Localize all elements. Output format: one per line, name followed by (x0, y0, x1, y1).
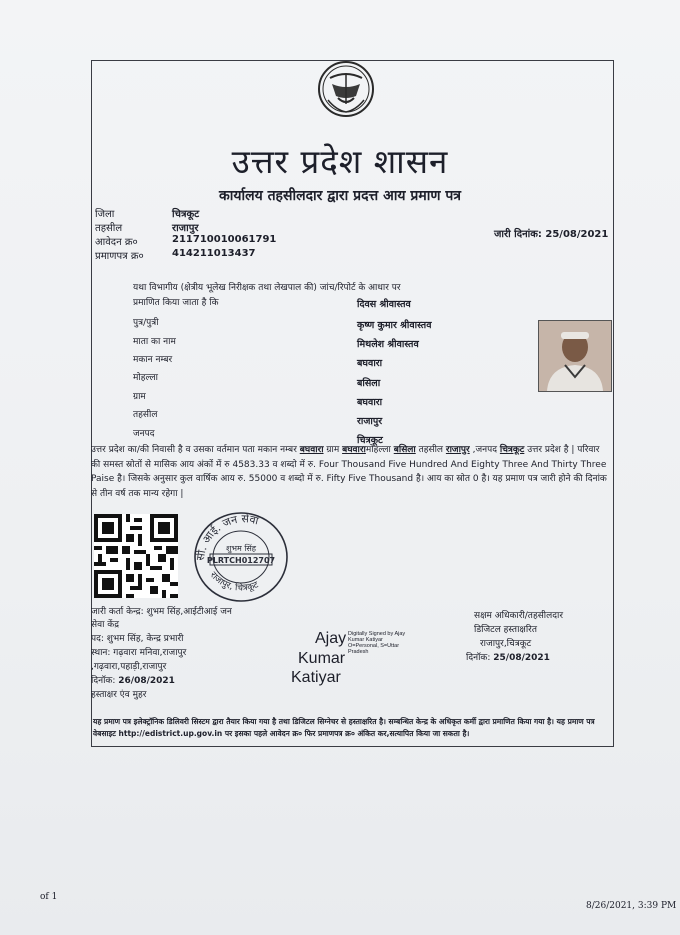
issuer-centre: जारी कर्ता केन्द्र: शुभम सिंह,आईटीआई जन (91, 607, 232, 617)
body-tehsil: राजापुर (445, 445, 470, 455)
field-value-mohalla: बसिला (357, 378, 381, 389)
issuer-date-value: 26/08/2021 (118, 676, 175, 686)
issue-date-value: 25/08/2021 (545, 229, 609, 240)
intro-line-1: यथा विभागीय (क्षेत्रीय भूलेख निरीक्षक तथा लेखपाल की) जांच/रिपोर्ट के आधार पर (133, 283, 401, 293)
body-text-1: उत्तर प्रदेश का/की निवासी है व उसका वर्तमान पता मकान नम्बर (91, 445, 300, 455)
signature-name-2: Kumar (298, 650, 346, 667)
signature-details (348, 631, 405, 655)
sign-and-seal-label: हस्ताक्षर एंव मुहर (91, 690, 147, 700)
certificate-label: प्रमाणपत्र क्र० (95, 251, 144, 262)
signature-detail-4: Pradesh (348, 649, 369, 655)
field-label-house: मकान नम्बर (133, 355, 173, 365)
field-value-village: बघवारा (357, 397, 383, 408)
body-mohalla: बसिला (393, 445, 416, 455)
field-label-village: ग्राम (133, 392, 146, 402)
signature-detail-3: O=Personal, S=Uttar (348, 643, 400, 649)
issuer-post: पद: शुभम सिंह, केन्द्र प्रभारी (91, 634, 184, 644)
officer-date (466, 650, 550, 663)
district-label: जिला (95, 209, 115, 220)
page-count: of 1 (40, 892, 58, 902)
field-value-mother: मिथलेश श्रीवास्तव (357, 339, 419, 350)
officer-place: राजापुर,चित्रकूट (480, 639, 532, 649)
person-photo-icon (539, 321, 611, 391)
issuer-date (91, 673, 175, 686)
field-label-mohalla: मोहल्ला (133, 373, 158, 383)
field-value-parent: कृष्ण कुमार श्रीवास्तव (357, 320, 432, 331)
officer-date-value: 25/08/2021 (493, 653, 550, 663)
signature-name-1: Ajay (315, 630, 347, 647)
body-text-3: मोहल्ला (365, 445, 394, 455)
official-seal (186, 505, 296, 605)
digitally-signed-label: डिजिटल हस्ताक्षरित (474, 625, 537, 635)
body-house: बघवारा (299, 445, 324, 455)
body-village: बघवारा (342, 445, 366, 455)
field-value-district: चित्रकूट (357, 435, 383, 446)
district-value: चित्रकूट (172, 209, 200, 220)
body-text-6: उत्तर प्रदेश है | परिवार की समस्त स्रोतों से मासिक आय अंकों में रु 4583.33 व शब्दो में रु. Four Thousand Five Hundred And Eighty Three And Thirty Three Paise है। जिसके अनुसार कुल वार्षिक आय रु. 55000 व शब्दो में रु. Fifty Five Thousand है। आय का स्रोत 0 है। यह प्रमाण पत्र जारी होने की दिनांक से तीन वर्ष तक मान्य रहेगा | (91, 445, 607, 499)
document-subtitle: कार्यालय तहसीलदार द्वारा प्रदत्त आय प्रमाण पत्र (218, 188, 462, 204)
field-label-district: जनपद (133, 429, 155, 439)
tehsil-label: तहसील (95, 223, 123, 234)
body-text-4: तहसील (415, 445, 446, 455)
issuer-place-2: ,गढ़वारा,पहाड़ी,राजापुर (91, 662, 167, 672)
body-text-2: ग्राम (323, 445, 343, 455)
print-timestamp: 8/26/2021, 3:39 PM (586, 901, 677, 911)
qr-code (94, 514, 178, 598)
field-value-tehsil: राजापुर (357, 416, 383, 427)
verification-note: यह प्रमाण पत्र इलेक्ट्रॉनिक डिलिवरी सिस्टम द्वारा तैयार किया गया है तथा डिजिटल सिग्नेचर से हस्ताक्षरित है। सम्बन्धित केन्द्र के अधिकृत कर्मी द्वारा प्रमाणित किया गया है। यह प्रमाण पत्र वेबसाइट http://edistrict.up.gov.in पर इसका पहले आवेदन क्र० फिर प्रमाणपत्र क्र० अंकित कर,सत्यापित किया जा सकता है। (93, 717, 595, 738)
certificate-body (91, 443, 611, 501)
issue-date-label: जारी दिनांक: (494, 229, 542, 240)
issuer-place: स्थान: गढ़वारा मनिवा,राजापुर (91, 648, 187, 658)
signature-name-3: Katiyar (291, 669, 341, 686)
body-text-5: ,जनपद (469, 445, 500, 455)
certificate-value: 414211013437 (172, 248, 256, 259)
document-title: उत्तर प्रदेश शासन (231, 142, 449, 181)
field-value-name: दिवस श्रीवास्तव (357, 299, 411, 310)
officer-title: सक्षम अधिकारी/तहसीलदार (474, 611, 564, 621)
seal-id: PLRTCH012707 (206, 556, 276, 565)
signature-detail-2: Kumar Katiyar (348, 637, 383, 643)
officer-date-label: दिनॉक: (466, 653, 491, 663)
signature-detail-1: Digitally Signed by Ajay (348, 631, 406, 637)
application-value: 211710010061791 (172, 234, 277, 245)
field-label-mother: माता का नाम (133, 337, 176, 347)
intro-line-2: प्रमाणित किया जाता है कि (133, 298, 219, 308)
seal-bottom-text: राजापुर, चित्रकूट (207, 570, 260, 594)
body-district: चित्रकूट (499, 445, 525, 455)
field-value-house: बघवारा (357, 358, 383, 369)
tehsil-value: राजापुर (172, 223, 199, 234)
up-government-emblem (316, 60, 376, 118)
seal-top-text: सी. आई. जन सेवा (193, 512, 260, 562)
issue-date (494, 226, 608, 240)
seal-name: शुभम सिंह (225, 544, 257, 553)
field-label-parent: पुत्र/पुत्री (133, 318, 159, 328)
issuer-date-label: दिनॉक: (91, 676, 116, 686)
issuer-centre-2: सेवा केंद्र (91, 620, 119, 630)
applicant-photo (538, 320, 612, 392)
application-label: आवेदन क्र० (95, 237, 138, 248)
field-label-tehsil: तहसील (133, 410, 158, 420)
